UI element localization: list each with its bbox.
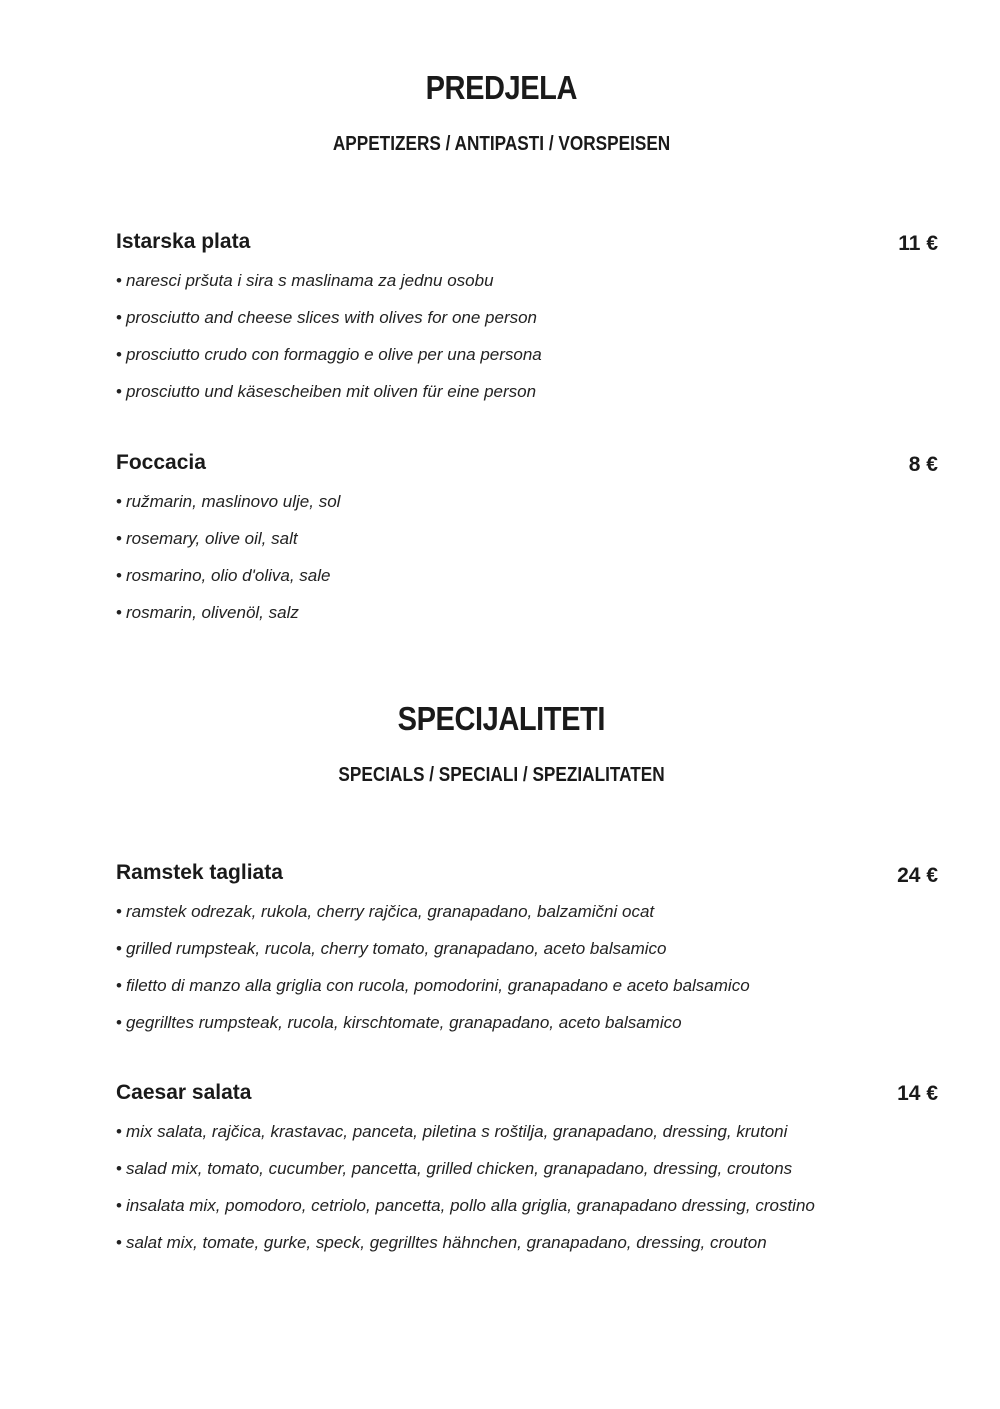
- item-name: Foccacia: [116, 451, 206, 474]
- item-description-list: [116, 272, 938, 420]
- description-line: • naresci pršuta i sira s maslinama za jednu osobu: [116, 271, 494, 290]
- section-title-predjela: PREDJELA: [425, 69, 578, 106]
- description-line: • insalata mix, pomodoro, cetriolo, pancetta, pollo alla griglia, granapadano dressing, crostino: [116, 1196, 815, 1215]
- section-title-specijaliteti: SPECIJALITETI: [397, 700, 605, 737]
- item-price: 8 €: [908, 453, 938, 476]
- description-line: • mix salata, rajčica, krastavac, panceta, piletina s roštilja, granapadano, dressing, krutoni: [116, 1122, 788, 1141]
- description-line: • prosciutto und käsescheiben mit oliven für eine person: [116, 382, 537, 401]
- section-subtitle-specials: SPECIALS / SPECIALI / SPEZIALITATEN: [338, 764, 665, 786]
- description-line: • ramstek odrezak, rukola, cherry rajčica, granapadano, balzamični ocat: [116, 902, 655, 921]
- description-line: • prosciutto and cheese slices with olives for one person: [116, 308, 538, 327]
- menu-item-caesar-salata: [116, 1082, 938, 1271]
- description-line: • rosmarin, olivenöl, salz: [116, 603, 299, 622]
- description-line: • ružmarin, maslinovo ulje, sol: [116, 492, 341, 511]
- description-line: • filetto di manzo alla griglia con rucola, pomodorini, granapadano e aceto balsamico: [116, 976, 750, 995]
- description-line: • rosemary, olive oil, salt: [116, 529, 298, 548]
- description-line: • grilled rumpsteak, rucola, cherry tomato, granapadano, aceto balsamico: [116, 939, 667, 958]
- item-price: 24 €: [897, 864, 938, 887]
- item-description-list: [116, 493, 938, 641]
- item-name: Ramstek tagliata: [116, 861, 283, 884]
- item-price: 14 €: [897, 1082, 938, 1105]
- menu-item-foccacia: [116, 452, 938, 641]
- description-line: • rosmarino, olio d'oliva, sale: [116, 566, 331, 585]
- item-name: Caesar salata: [116, 1081, 252, 1104]
- menu-item-istarska-plata: [116, 231, 938, 420]
- section-subtitle-appetizers: APPETIZERS / ANTIPASTI / VORSPEISEN: [332, 133, 671, 155]
- description-line: • gegrilltes rumpsteak, rucola, kirschtomate, granapadano, aceto balsamico: [116, 1013, 682, 1032]
- menu-item-ramstek-tagliata: [116, 862, 938, 1051]
- item-price: 11 €: [898, 232, 938, 255]
- item-description-list: [116, 1123, 938, 1271]
- item-description-list: [116, 903, 938, 1051]
- description-line: • salat mix, tomate, gurke, speck, gegrilltes hähnchen, granapadano, dressing, crouton: [116, 1233, 767, 1252]
- description-line: • prosciutto crudo con formaggio e olive per una persona: [116, 345, 542, 364]
- item-name: Istarska plata: [116, 230, 251, 253]
- description-line: • salad mix, tomato, cucumber, pancetta, grilled chicken, granapadano, dressing, croutons: [116, 1159, 793, 1178]
